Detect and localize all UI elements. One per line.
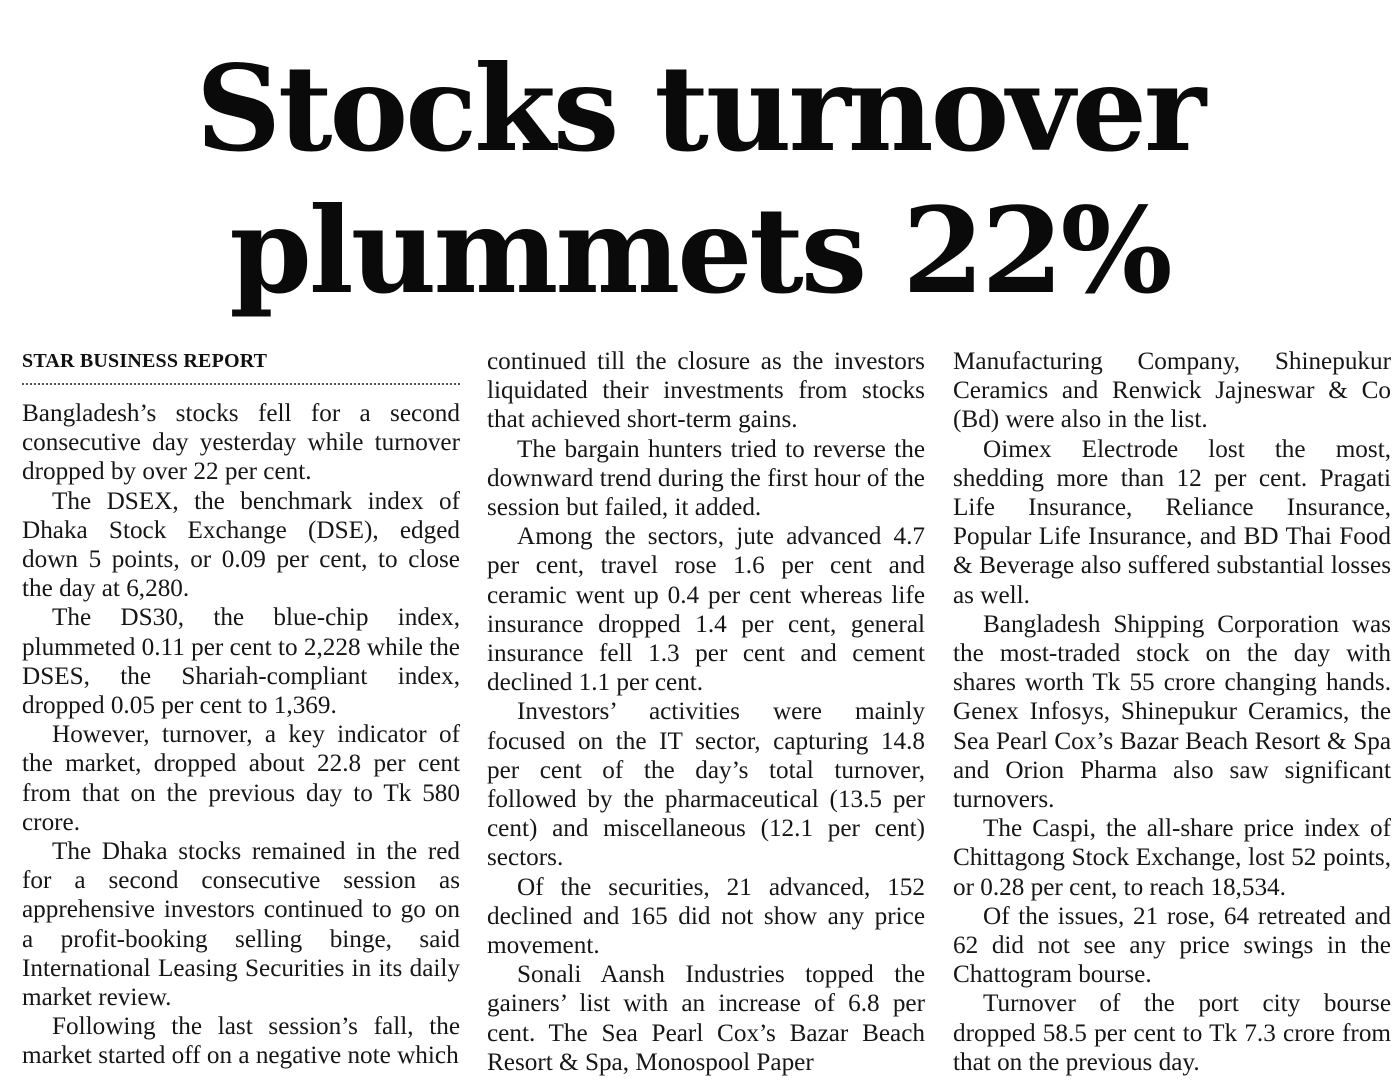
byline: STAR BUSINESS REPORT [22,347,460,385]
paragraph: Sonali Aansh Industries topped the gainers’ list with an increase of 6.8 per cent. The Sea Pearl Cox’s Bazar Beach Resort & Spa, Monospool Paper [487,961,925,1076]
paragraph: The Caspi, the all-share price index of Chittagong Stock Exchange, lost 52 points, or 0.28 per cent, to reach 18,534. [953,815,1391,901]
article-column-1 [22,347,460,1071]
headline-line-2: plummets 22% [229,181,1170,320]
paragraph: Among the sectors, jute advanced 4.7 per cent, travel rose 1.6 per cent and ceramic went up 0.4 per cent whereas life insurance dropped 1.4 per cent, general insurance fell 1.3 per cent and cement declined 1.1 per cent. [487,523,925,697]
article-column-3 [953,347,1391,1077]
paragraph: Following the last session’s fall, the market started off on a negative note which [22,1013,460,1070]
paragraph: Bangladesh’s stocks fell for a second consecutive day yesterday while turnover dropped by over 22 per cent. [22,400,460,486]
paragraph: Of the issues, 21 rose, 64 retreated and 62 did not see any price swings in the Chattogram bourse. [953,902,1391,989]
headline-line-1: Stocks turnover [195,39,1204,178]
paragraph: Oimex Electrode lost the most, shedding more than 12 per cent. Pragati Life Insurance, Reliance Insurance, Popular Life Insurance, and BD Thai Food & Beverage also suffered substantial losses as well. [953,435,1391,609]
paragraph: Turnover of the port city bourse dropped 58.5 per cent to Tk 7.3 crore from that on the previous day. [953,990,1391,1076]
paragraph: The bargain hunters tried to reverse the downward trend during the first hour of the session but failed, it added. [487,435,925,522]
paragraph: The Dhaka stocks remained in the red for a second consecutive session as apprehensive investors continued to go on a profit-booking selling binge, said International Leasing Securities in its daily market review. [22,838,460,1012]
paragraph: Of the securities, 21 advanced, 152 declined and 165 did not show any price movement. [487,873,925,960]
paragraph: continued till the closure as the investors liquidated their investments from stocks that achieved short-term gains. [487,348,925,434]
paragraph: However, turnover, a key indicator of the market, dropped about 22.8 per cent from that on the previous day to Tk 580 crore. [22,721,460,836]
paragraph: Bangladesh Shipping Corporation was the most-traded stock on the day with shares worth Tk 55 crore changing hands. Genex Infosys, Shinepukur Ceramics, the Sea Pearl Cox’s Bazar Beach Resort & Spa and Orion Pharma also saw significant turnovers. [953,610,1391,814]
headline [0,38,1399,322]
paragraph: Manufacturing Company, Shinepukur Ceramics and Renwick Jajneswar & Co (Bd) were also in the list. [953,348,1391,434]
paragraph: The DSEX, the benchmark index of Dhaka Stock Exchange (DSE), edged down 5 points, or 0.09 per cent, to close the day at 6,280. [22,487,460,603]
paragraph: Investors’ activities were mainly focused on the IT sector, capturing 14.8 per cent of the day’s total turnover, followed by the pharmaceutical (13.5 per cent) and miscellaneous (12.1 per cent) sectors. [487,698,925,872]
article-column-2 [487,347,925,1077]
paragraph: The DS30, the blue-chip index, plummeted 0.11 per cent to 2,228 while the DSES, the Shariah-compliant index, dropped 0.05 per cent to 1,369. [22,604,460,720]
